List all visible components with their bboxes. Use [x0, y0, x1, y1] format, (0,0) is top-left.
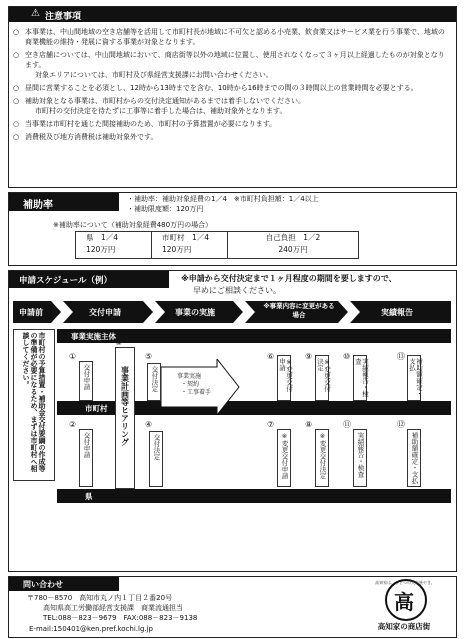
- side-note-box: [13, 329, 55, 481]
- schedule-header: [9, 271, 169, 288]
- step-4-box: 交付決定: [149, 431, 163, 487]
- rate-example: ※補助率について（補助対象経費480万円の場合）: [53, 221, 213, 229]
- rate-header: [9, 193, 119, 211]
- contact-email[interactable]: E-mail:150401@ken.pref.kochi.lg.jp: [29, 625, 153, 633]
- logo: [361, 579, 447, 635]
- rate-line1: ・補助率：補助対象経費の1／4 ※市町村負担額：1／4以上: [127, 195, 319, 203]
- step-2-box: 交付申請: [79, 429, 93, 487]
- circle-bullet-icon: ○: [13, 28, 20, 36]
- phase-implement: 事業の実施: [175, 308, 215, 317]
- contact-tel: TEL:088－823－9679 FAX:088－823－9138: [43, 614, 198, 622]
- contact-header: [9, 577, 119, 591]
- step-3-num: ③: [115, 338, 123, 347]
- contact-dept: 高知県高工労働部経営支援課 商業流通担当: [43, 604, 183, 612]
- circle-bullet-icon: ○: [13, 133, 20, 141]
- rate-section: [8, 192, 457, 266]
- phase-report: 実績報告: [381, 308, 413, 317]
- phase-apply: 交付申請: [89, 308, 121, 317]
- step-5-num: ⑤: [145, 352, 153, 361]
- rate-table: [75, 231, 359, 259]
- schedule-section: [8, 270, 457, 572]
- step-6-box: ※変更交付申請: [277, 355, 291, 401]
- schedule-note-2: 早めにご相談ください。: [193, 286, 281, 295]
- phase-pre: 申請前: [19, 308, 43, 317]
- hearing-box: [115, 347, 135, 489]
- circle-bullet-icon: ○: [13, 51, 20, 59]
- row-pref-label: 県: [85, 492, 93, 501]
- warning-icon: ⚠: [31, 8, 40, 19]
- step-10-box: 実績報告・検査: [353, 355, 367, 401]
- note-item: 市町村の交付決定を待たずに工事等に着手した場合は、補助対象外となります。: [35, 107, 287, 115]
- contact-postal: 〒780－8570 高知市丸ノ内１丁目２番20号: [27, 594, 173, 602]
- rate-cell-city: 市町村 1／4 120万円: [152, 232, 228, 258]
- step-11-box: 実績報告・検査: [353, 429, 367, 487]
- hearing-text: 事業計画等ヒアリング: [120, 366, 130, 446]
- circle-bullet-icon: ○: [13, 120, 20, 128]
- contact-section: [8, 576, 457, 638]
- step-12-box: 補助額確定・支払: [407, 429, 421, 487]
- step-1-num: ①: [69, 352, 77, 361]
- note-item: ○ 消費税及び地方消費税は補助対象外です。: [13, 133, 158, 141]
- step-8-box: ※変更交付決定: [315, 429, 329, 487]
- step-4-num: ④: [145, 420, 153, 429]
- contact-title: 問い合わせ: [23, 580, 63, 589]
- step-1-box: 交付申請: [79, 361, 93, 401]
- logo-text: 高知家の商店街: [377, 622, 431, 631]
- step-8-num: ⑧: [305, 420, 313, 429]
- row-actor-label: 事業実施主体: [71, 332, 116, 341]
- schedule-title: 申請スケジュール（例）: [19, 276, 112, 286]
- notes-list: [13, 27, 451, 142]
- note-item: ○ 本事業は、中山間地域の空き店舗等を活用して市町村長が地域に不可欠と認める小売業、飲食業又はサービス業を行う事業で、地域の商業機能の維持・発展に資する事業が対象となります。: [13, 28, 445, 46]
- step-9-num: ⑨: [305, 352, 313, 361]
- circle-bullet-icon: ○: [13, 84, 20, 92]
- step-6-num: ⑥: [267, 352, 275, 361]
- notes-title: 注意事項: [45, 12, 82, 22]
- rate-cell-pref: 県 1／4 120万円: [76, 232, 152, 258]
- step-10-num: ⑩: [343, 352, 351, 361]
- phase-change: ※事業内容に変更がある場合: [263, 302, 335, 319]
- rate-cell-self: 自己負担 1／2 240万円: [265, 233, 321, 254]
- step-5-box: 交付決定: [147, 363, 161, 401]
- step-9-box: ※変更交付決定: [315, 355, 329, 401]
- implement-text: 事業実施 ・契約 ・工事着手: [177, 373, 212, 396]
- notes-section: [8, 6, 457, 188]
- schedule-bottom-spacer: [9, 507, 456, 567]
- note-item: ○ 昼間に営業することを必須とし、12時から13時までを含む、10時から16時までの間の３時間以上の営業時間を必要とする。: [13, 84, 418, 92]
- schedule-note-1: ※申請から交付決定まで１ヶ月程度の期間を要しますので、: [181, 274, 397, 283]
- logo-char: 高: [394, 590, 414, 614]
- note-item: ○ 補助対象となる事業は、市町村からの交付決定通知があるまでは着手しないでください。: [13, 97, 305, 105]
- rate-title: 補助率: [23, 200, 53, 211]
- note-item: 対象エリアについては、市町村及び県経営支援課にお問い合わせください。: [35, 71, 273, 79]
- step-13-box: 補助額確定・支払: [407, 355, 421, 401]
- step-7-num: ⑦: [267, 420, 275, 429]
- note-item: ○ 当事業は市町村を通じた間接補助のため、市町村の予算措置が必要になります。: [13, 120, 277, 128]
- step-12-num: ⑫: [397, 420, 405, 429]
- row-pref-bar: [57, 489, 451, 503]
- step-2-num: ②: [69, 420, 77, 429]
- row-city-label: 市町村: [85, 404, 108, 413]
- circle-bullet-icon: ○: [13, 97, 20, 105]
- step-7-box: ※変更交付申請: [277, 429, 291, 487]
- notes-header: [9, 7, 456, 22]
- logo-ring-text: 高知家は、ひとつの大家族やき。: [375, 580, 435, 585]
- step-11-num: ⑪: [343, 420, 351, 429]
- phase-header-row: [13, 301, 451, 323]
- side-note-text: 市町村の予算措置・補助金交付要綱の作成等の準備が必要になるため、まずは市町村へ相談してください。: [22, 332, 46, 472]
- step-13-num: ⑬: [397, 352, 405, 361]
- rate-line2: ・補助限度額：120万円: [127, 205, 204, 213]
- note-item: ○ 空き店舗については、中山間地域において、商店街等以外の地域に位置し、使用されなくなって３ヶ月以上経過したものが対象となります。: [13, 51, 445, 69]
